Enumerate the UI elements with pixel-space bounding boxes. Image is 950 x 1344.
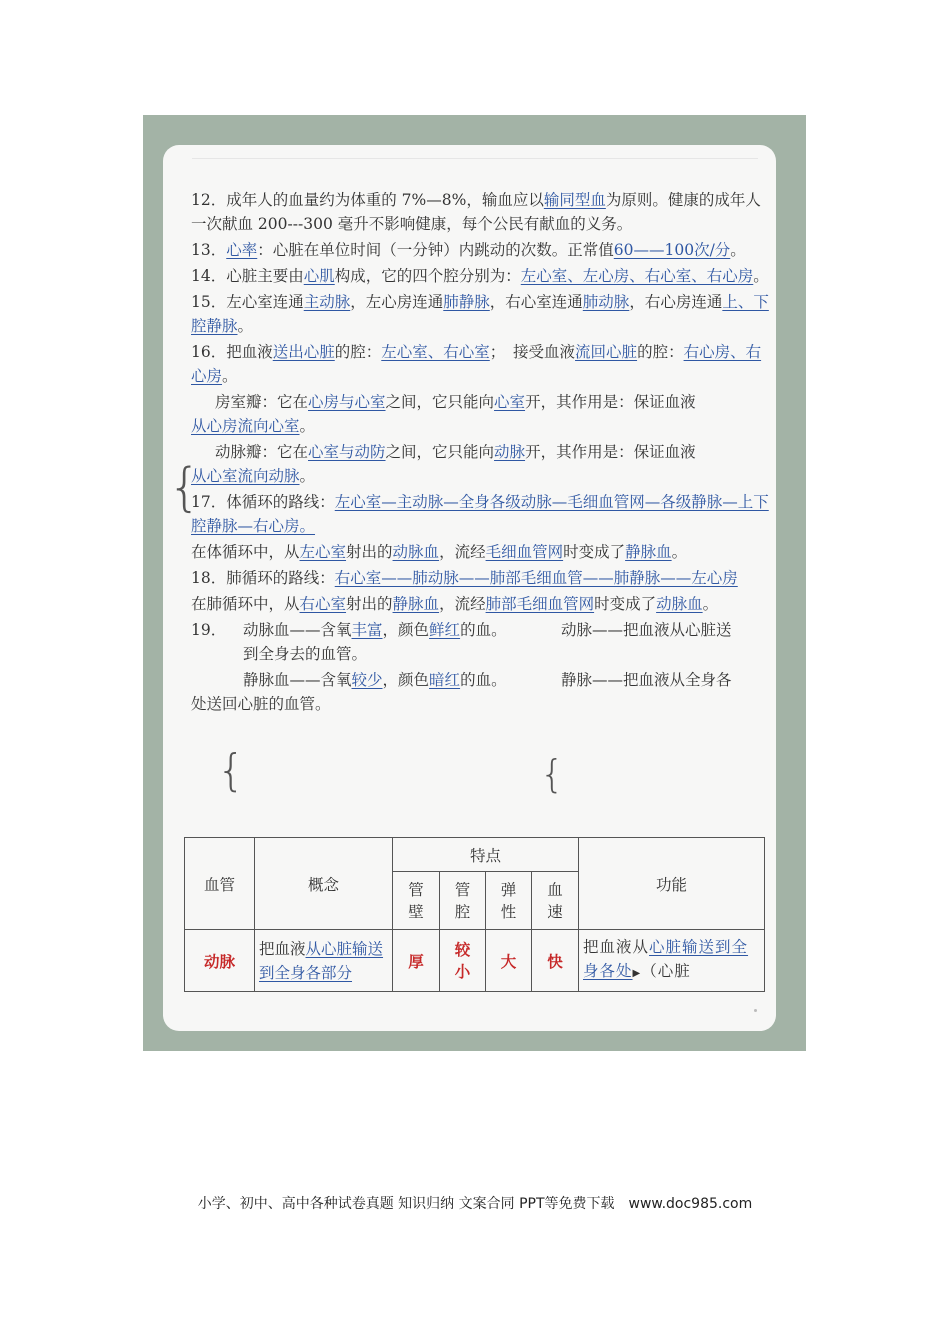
keyword: 丰富 <box>351 621 383 639</box>
keyword: 动脉血 <box>656 595 703 613</box>
brace-valves: { <box>168 458 202 518</box>
keyword: 主动脉 <box>303 293 351 311</box>
note-19-venous-blood: 静脉血——含氧较少，颜色暗红的血。 <box>243 671 507 689</box>
cell-concept: 把血液从心脏输送到全身各部分 <box>255 930 393 992</box>
keyword: 右心室 <box>299 595 347 613</box>
page-dot <box>754 1009 757 1012</box>
keyword: 肺静脉 <box>443 293 490 311</box>
keyword: 静脉血 <box>392 595 440 613</box>
divider <box>192 158 758 159</box>
note-12: 12．成年人的血量约为体重的 7%—8%，输血应以输同型血为原则。健康的成年人一次献血 200---300 毫升不影响健康，每个公民有献血的义务。 <box>191 191 761 233</box>
cell-elastic: 大 <box>486 930 532 992</box>
keyword: 肺动脉 <box>582 293 630 311</box>
note-15: 15．左心室连通主动脉，左心房连通肺静脉，右心室连通肺动脉，右心房连通上、下腔静脉。 <box>191 293 769 335</box>
keyword: 从心房流向心室 <box>191 417 300 435</box>
keyword: 流回心脏 <box>575 343 638 361</box>
keyword: 动脉 <box>494 443 526 461</box>
cell-wall: 厚 <box>393 930 440 992</box>
th-speed: 血速 <box>532 872 579 930</box>
cell-lumen: 较小 <box>440 930 486 992</box>
vessel-table <box>184 837 765 992</box>
note-19-arterial-blood: 动脉血——含氧丰富，颜色鲜红的血。 <box>243 621 507 639</box>
keyword: 送出心脏 <box>272 343 335 361</box>
keyword: 60——100次/分 <box>613 241 731 259</box>
th-feature: 特点 <box>393 838 579 872</box>
keyword: 左心室、左心房、右心室、右心房 <box>520 267 754 285</box>
th-function: 功能 <box>579 838 765 930</box>
keyword: 心房与心室 <box>308 393 386 411</box>
note-19: 19． 动脉血——含氧丰富，颜色鲜红的血。 动脉——把血液从心脏送 到全身去的血管。 静脉血——含氧较少，颜色暗红的血。 静脉——把血液从全身各 处送回心脏的血管。 <box>191 618 773 714</box>
keyword: 鲜红 <box>429 621 461 639</box>
th-vessel: 血管 <box>185 838 255 930</box>
keyword: 心肌 <box>303 267 335 285</box>
note-valve-arterial: 动脉瓣：它在心室与动防之间，它只能向动脉开，其作用是：保证血液 从心室流向动脉。 <box>191 443 696 485</box>
keyword: 左心室、右心室 <box>381 343 490 361</box>
keyword: 从心脏输送到全身各部分 <box>259 939 384 982</box>
keyword: 心率 <box>226 241 258 259</box>
keyword: 心脏输送到全身各处 <box>583 938 749 980</box>
note-valve-av: 房室瓣：它在心房与心室之间，它只能向心室开，其作用是：保证血液 从心房流向心室。 <box>191 393 696 435</box>
arrow-icon: ▶ <box>632 968 642 979</box>
th-lumen: 管腔 <box>440 872 486 930</box>
note-18-sub: 在肺循环中，从右心室射出的静脉血，流经肺部毛细血管网时变成了动脉血。 <box>191 595 719 613</box>
keyword: 肺部毛细血管网 <box>485 595 595 613</box>
keyword: 静脉血 <box>625 543 672 561</box>
th-concept: 概念 <box>255 838 393 930</box>
keyword: 动脉血 <box>392 543 440 561</box>
brace-blood: { <box>217 745 245 796</box>
th-wall: 管壁 <box>393 872 440 930</box>
keyword: 右心房、右心房 <box>191 343 762 385</box>
th-elastic: 弹性 <box>486 872 532 930</box>
cell-vessel: 动脉 <box>185 930 255 992</box>
keyword: 心室与动防 <box>308 443 386 461</box>
keyword: 心室 <box>494 393 526 411</box>
keyword: 左心室 <box>299 543 347 561</box>
cell-speed: 快 <box>532 930 579 992</box>
keyword: 右心室——肺动脉——肺部毛细血管——肺静脉——左心房 <box>334 569 738 587</box>
brace-vessels: { <box>540 752 565 796</box>
note-14: 14．心脏主要由心肌构成，它的四个腔分别为：左心室、左心房、右心室、右心房。 <box>191 267 769 285</box>
note-16: 16．把血液送出心脏的腔：左心室、右心室； 接受血液流回心脏的腔：右心房、右心房。 <box>191 343 762 385</box>
keyword: 输同型血 <box>543 191 606 209</box>
cell-function: 把血液从心脏输送到全身各处▶（心脏 <box>579 930 765 992</box>
keyword: 毛细血管网 <box>485 543 564 561</box>
keyword: 较少 <box>351 671 383 689</box>
note-17: 17．体循环的路线：左心室—主动脉—全身各级动脉—毛细血管网—各级静脉—上下腔静脉—右心房。 <box>191 493 769 535</box>
note-13: 13．心率：心脏在单位时间（一分钟）内跳动的次数。正常值60——100次/分。 <box>191 241 746 259</box>
note-18: 18．肺循环的路线：右心室——肺动脉——肺部毛细血管——肺静脉——左心房 <box>191 569 738 587</box>
keyword: 暗红 <box>429 671 461 689</box>
keyword: 上、下腔静脉 <box>191 293 769 335</box>
footer-text: 小学、初中、高中各种试卷真题 知识归纳 文案合同 PPT等免费下载 www.doc985.com <box>197 1196 753 1212</box>
keyword: 左心室—主动脉—全身各级动脉—毛细血管网—各级静脉—上下腔静脉—右心房。 <box>191 493 769 535</box>
note-17-sub: 在体循环中，从左心室射出的动脉血，流经毛细血管网时变成了静脉血。 <box>191 543 688 561</box>
keyword: 从心室流向动脉 <box>191 467 300 485</box>
notes-body <box>191 188 773 714</box>
